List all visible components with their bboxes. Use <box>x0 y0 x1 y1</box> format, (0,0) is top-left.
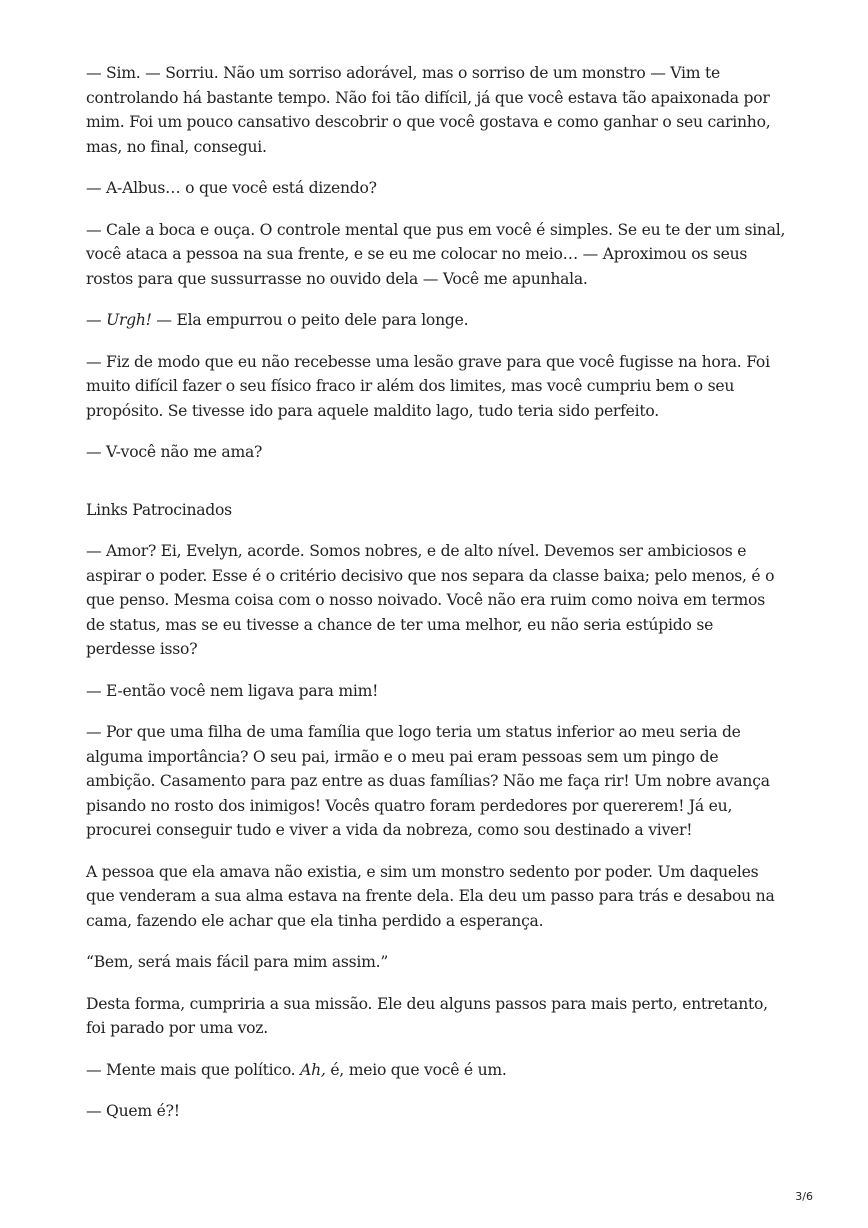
paragraph: — E-então você nem ligava para mim! <box>86 681 379 700</box>
text-segment: é, meio que você é um. <box>325 1060 507 1079</box>
text-segment: — <box>86 311 107 329</box>
paragraph: — A-Albus… o que você está dizendo? <box>86 179 377 197</box>
page-number: 3/6 <box>795 1190 813 1203</box>
paragraph: Desta forma, cumpriria a sua missão. Ele deu alguns passos para mais perto, entretanto, foi parado por uma voz. <box>86 994 768 1037</box>
italic-interjection: Urgh! <box>106 311 152 329</box>
paragraph: — Sim. — Sorriu. Não um sorriso adorável, mas o sorriso de um monstro — Vim te controlando há bastante tempo. Não foi tão difícil, já que você estava tão apaixonada por mim. Foi um pouco cansativo descobrir o que você gostava e como ganhar o seu carinho, mas, no final, consegui. <box>86 64 771 156</box>
paragraph <box>86 1058 786 1083</box>
italic-interjection: Ah, <box>300 1060 326 1079</box>
text-segment: — Mente mais que político. <box>86 1060 301 1079</box>
paragraph: A pessoa que ela amava não existia, e sim um monstro sedento por poder. Um daqueles que venderam a sua alma estava na frente dela. Ela deu um passo para trás e desabou na cama, fazendo ele achar que ela tinha perdido a esperança. <box>86 862 775 930</box>
paragraph: — Cale a boca e ouça. O controle mental que pus em você é simples. Se eu te der um sinal, você ataca a pessoa na sua frente, e se eu me colocar no meio… — Aproximou os seus rostos para que sussurrasse no ouvido dela — Você me apunhala. <box>86 220 786 288</box>
text-segment: — Ela empurrou o peito dele para longe. <box>151 311 469 329</box>
paragraph: — Quem é?! <box>86 1102 180 1120</box>
paragraph: — Fiz de modo que eu não recebesse uma lesão grave para que você fugisse na hora. Foi muito difícil fazer o seu físico fraco ir além dos limites, mas você cumpriu bem o seu propósito. Se tivesse ido para aquele maldito lago, tudo teria sido perfeito. <box>86 352 770 420</box>
sponsored-links-label: Links Patrocinados <box>86 500 232 519</box>
paragraph: — Amor? Ei, Evelyn, acorde. Somos nobres, e de alto nível. Devemos ser ambiciosos e aspirar o poder. Esse é o critério decisivo que nos separa da classe baixa; pelo menos, é o que penso. Mesma coisa com o nosso noivado. Você não era ruim como noiva em termos de status, mas se eu tivesse a chance de ter uma melhor, eu não seria estúpido se perdesse isso? <box>86 542 775 658</box>
document-body <box>86 61 786 1141</box>
paragraph: — Por que uma filha de uma família que logo teria um status inferior ao meu seria de alguma importância? O seu pai, irmão e o meu pai eram pessoas sem um pingo de ambição. Casamento para paz entre as duas famílias? Não me faça rir! Um nobre avança pisando no rosto dos inimigos! Vocês quatro foram perdedores por quererem! Já eu, procurei conseguir tudo e viver a vida da nobreza, como sou destinado a viver! <box>86 723 770 839</box>
paragraph <box>86 308 786 333</box>
paragraph: — V-você não me ama? <box>86 443 263 461</box>
paragraph: “Bem, será mais fácil para mim assim.” <box>86 953 389 971</box>
